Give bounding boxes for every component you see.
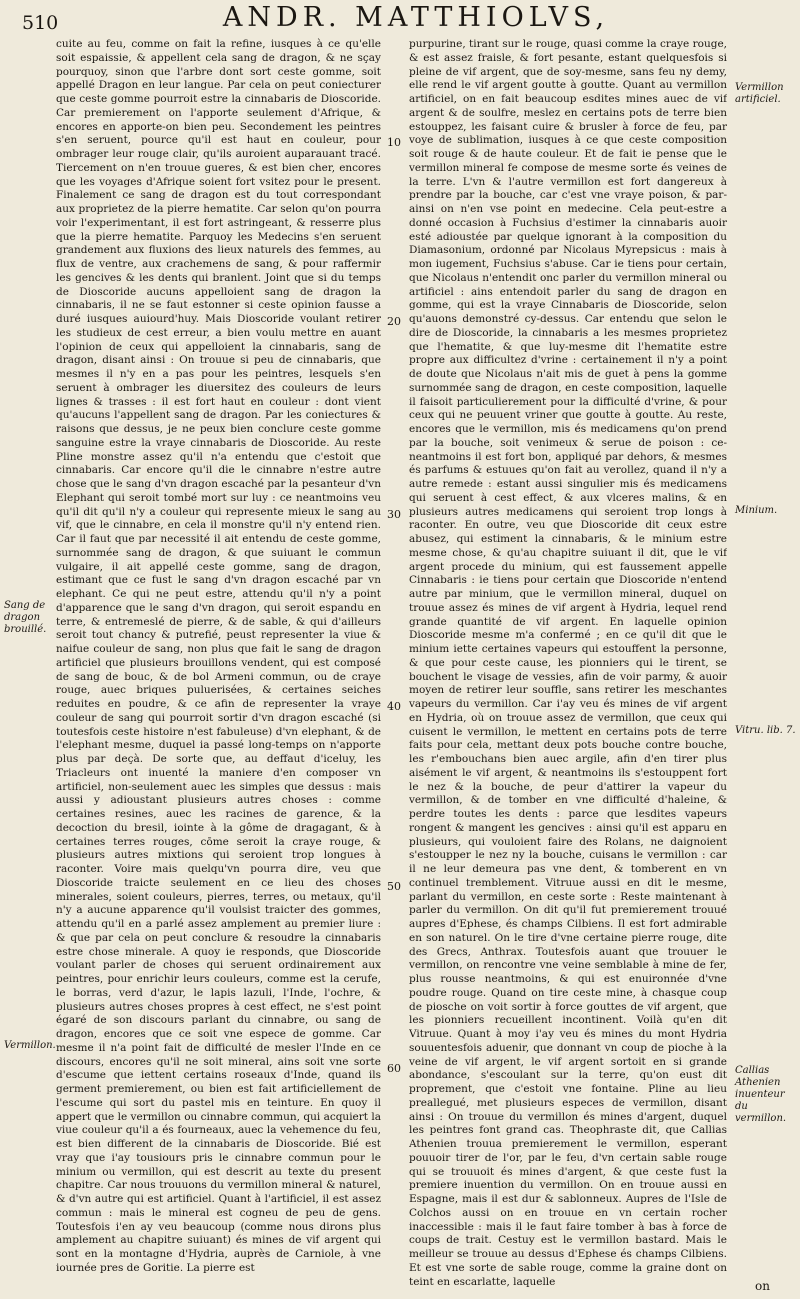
- line-number: 60: [387, 1062, 401, 1075]
- running-title: ANDR. MATTHIOLVS,: [222, 2, 610, 33]
- margin-note-minium: Minium.: [735, 505, 778, 516]
- line-number: 50: [387, 880, 401, 893]
- margin-note-vermillon-artificiel: Vermillon artificiel.: [735, 82, 784, 105]
- margin-note-callias: Callias Athenien inuenteur du vermillon.: [735, 1065, 787, 1124]
- page-header: [22, 2, 778, 36]
- left-text-column: [56, 38, 381, 1293]
- margin-note-vermillon: Vermillon.: [4, 1040, 56, 1051]
- right-text-column: [409, 38, 727, 1293]
- margin-note-vitruvius: Vitru. lib. 7.: [735, 725, 796, 736]
- line-number: 40: [387, 700, 401, 713]
- line-number: 30: [387, 508, 401, 521]
- line-number: 20: [387, 315, 401, 328]
- catchword: on: [755, 1279, 770, 1293]
- margin-note-sang-de-dragon: Sang de dragon brouillé.: [4, 600, 47, 635]
- line-number: 10: [387, 136, 401, 149]
- page-number: 510: [22, 12, 59, 34]
- right-column-text: purpurine, tirant sur le rouge, quasi comme la craye rouge, & est assez fraisle, & fort pesante, estant quelquesfois si pleine de vif argent, que de soy-mesme, sans feu ny demy, elle rend le vif argent goutte à goutte. Quant au vermillon artificiel, on en fait beaucoup esdites mines auec de vif argent & de soulfre, meslez en certains pots de terre bien estouppez, les faisant cuire & brusler à force de feu, par voye de sublimation, iusques à ce que ceste composition soit rouge & de haute couleur. Et de fait ie pense que le vermillon mineral fe compose de mesme sorte és veines de la terre. L'vn & l'autre vermillon est fort dangereux à prendre par la bouche, car c'est vne vraye poison, & par-ainsi on n'en vse point en medecine. Cela peut-estre a donné occasion à Fuchsius d'estimer la cinnabaris auoir esté adioustée par quelque ignorant à la composition du Diamasonium, ordonné par Nicolaus Myrepsicus : mais à mon iugement, Fuchsius s'abuse. Car ie tiens pour certain, que Nicolaus n'entendit onc parler du vermillon mineral ou artificiel : ains entendoit parler du sang de dragon en gomme, qui est la vraye Cinnabaris de Dioscoride, selon qu'auons demonstré cy-dessus. Car entendu que selon le dire de Dioscoride, la cinnabaris a les mesmes proprietez que l'hematite, & que luy-mesme dit l'hematite estre propre aux difficultez d'vrine : certainement il n'y a point de doute que Nicolaus n'ait mis de guet à pens la gomme surnommée sang de dragon, en ceste composition, laquelle il faisoit particulierement pour la difficulté d'vrine, & pour ceux qui ne peuuent vriner que goutte à goutte. Au reste, encores que le vermillon, mis és medicamens qu'on prend par la bouche, soit venimeux & serue de poison : ce-neantmoins il est fort bon, appliqué par dehors, & mesmes és parfums & estuues qu'on fait au verollez, quand il n'y a autre remede : estant aussi singulier mis és medicamens qui seruent à cest effect, & aux vlceres malins, & en plusieurs autres medicamens qui seroient trop longs à raconter. En outre, veu que Dioscoride dit ceux estre abusez, qui estiment la cinnabaris, & le minium estre mesme chose, & qu'au chapitre suiuant il dit, que le vif argent procede du minium, qui est faussement appelle Cinnabaris : ie tiens pour certain que Dioscoride n'entend autre par minium, que le vermillon mineral, duquel on trouue assez és mines de vif argent à Hydria, lequel rend grande quantité de vif argent. En laquelle opinion Dioscoride mesme m'a confermé ; en ce qu'il dit que le minium iette certaines vapeurs qui estouffent la personne, & que pour ceste cause, les pionniers qui le tirent, se bouchent le visage de vessies, afin de voir parmy, & auoir moyen de retirer leur souffle, sans retirer les meschantes vapeurs du vermillon. Car i'ay veu és mines de vif argent en Hydria, où on trouue assez de vermillon, que ceux qui cuisent le vermillon, le mettent en certains pots de terre faits pour cela, mettant deux pots bouche contre bouche, les r'embouchans bien auec argile, afin d'en tirer plus aisément le vif argent, & neantmoins ils s'estouppent fort le nez & la bouche, de peur d'attirer la vapeur du vermillon, & de tomber en vne difficulté d'haleine, & perdre toutes les dents : parce que lesdites vapeurs rongent & mangent les gencives : ainsi qu'il est apparu en plusieurs, qui vouloient faire des Rolans, ne daignoient s'estoupper le nez ny la bouche, cuisans le vermillon : car il ne leur demeura pas vne dent, & tomberent en vn continuel tremblement. Vitruue aussi en dit le mesme, parlant du vermillon, en ceste sorte : Reste maintenant à parler du vermillon. On dit qu'il fut premierement trouué aupres d'Ephese, és champs Cilbiens. Il est fort admirable en son naturel. On le tire d'vne certaine pierre rouge, dite des Grecs, Anthrax. Toutesfois auant que trouuer le vermillon, on rencontre vne veine semblable à mine de fer, plus rousse neantmoins, & qui est enuironnée d'vne poudre rouge. Quand on tire ceste mine, à chasque coup de piosche on voit sortir à force gouttes de vif argent, que les pionniers recueillent incontinent. Voilà qu'en dit Vitruue. Quant à moy i'ay veu és mines du mont Hydria souuentesfois aduenir, que donnant vn coup de pioche à la veine de vif argent, le vif argent sortoit en si grande abondance, s'escoulant sur la terre, qu'on eust dit proprement, que c'estoit vne fontaine. Pline au lieu preallegué, met plusieurs especes de vermillon, disant ainsi : On trouue du vermillon és mines d'argent, duquel les peintres font grand cas. Theophraste dit, que Callias Athenien trouua premierement le vermillon, esperant pouuoir tirer de l'or, par le feu, d'vn certain sable rouge qui se trouuoit és mines d'argent, & que ceste fust la premiere inuention du vermillon. On en trouue aussi en Espagne, mais il est dur & sablonneux. Aupres de l'Isle de Colchos aussi on en trouue en vn certain rocher inaccessible : mais il le faut faire tomber à bas à force de coups de trait. Cestuy est le vermillon bastard. Mais le meilleur se trouue au dessus d'Ephese és champs Cilbiens. Et est vne sorte de sable rouge, comme la graine dont on teint en escarlatte, laquelle: [409, 38, 727, 1288]
- left-column-text: cuite au feu, comme on fait la refine, iusques à ce qu'elle soit espaissie, & appellent cela sang de dragon, & ne sçay pourquoy, sinon que l'arbre dont sort ceste gomme, soit appellé Dragon en leur langue. Par cela on peut coniecturer que ceste gomme pourroit estre la cinnabaris de Dioscoride. Car premierement on l'apporte seulement d'Afrique, & encores en apporte-on bien peu. Secondement les peintres s'en seruent, pource qu'il est haut en couleur, pour ombrager leur rouge clair, qu'ils auroient auparauant tracé. Tiercement on n'en trouue gueres, & est bien cher, encores que les voyages d'Afrique soient fort vsitez pour le present. Finalement ce sang de dragon est du tout correspondant aux proprietez de la pierre hematite. Car selon qu'on pourra voir l'experimentant, il est fort astringeant, & resserre plus que la pierre hematite. Parquoy les Medecins s'en seruent grandement aux fluxions des lieux naturels des femmes, au flux de ventre, aux crachemens de sang, & pour raffermir les gencives & les dents qui branlent. Joint que si du temps de Dioscoride aucuns appelloient sang de dragon la cinnabaris, il ne se faut estonner si ceste opinion fausse a duré iusques auiourd'huy. Mais Dioscoride voulant retirer les studieux de cest erreur, a bien voulu mettre en auant l'opinion de ceux qui appelloient la cinnabaris, sang de dragon, disant ainsi : On trouue si peu de cinnabaris, que mesmes il n'y en a pas pour les peintres, lesquels s'en seruent à ombrager les diuersitez des couleurs de leurs lignes & trasses : il est fort haut en couleur : dont vient qu'aucuns l'appellent sang de dragon. Par les coniectures & raisons que dessus, je ne peux bien conclure ceste gomme sanguine estre la vraye cinnabaris de Dioscoride. Au reste Pline monstre assez qu'il n'a entendu que c'estoit que cinnabaris. Car encore qu'il die le cinnabre n'estre autre chose que le sang d'vn dragon escaché par la pesanteur d'vn Elephant qui seroit tombé mort sur luy : ce neantmoins veu qu'il dit qu'il n'y a couleur qui represente mieux le sang au vif, que le cinnabre, en cela il monstre qu'il n'y entend rien. Car il faut que par necessité il ait entendu de ceste gomme, surnommée sang de dragon, & que suiuant le commun vulgaire, il ait appellé ceste gomme, sang de dragon, estimant que ce fust le sang d'vn dragon escaché par vn elephant. Ce qui ne peut estre, attendu qu'il n'y a point d'apparence que le sang d'vn dragon, qui seroit espandu en terre, & entremeslé de pierre, & de sable, & qui d'ailleurs seroit tout chancy & putrefié, peust representer la viue & naifue couleur de sang, non plus que fait le sang de dragon artificiel que plusieurs brouillons vendent, qui est composé de sang de bouc, & de bol Armeni commun, ou de craye rouge, auec briques puluerisées, & certaines seiches reduites en poudre, & ce afin de representer la vraye couleur de sang qui pourroit sortir d'vn dragon escaché (si toutesfois ceste histoire n'est fabuleuse) d'vn elephant, & de l'elephant mesme, duquel ia passé long-temps on n'apporte plus par deçà. De sorte que, au deffaut d'iceluy, les Triacleurs ont inuenté la maniere d'en composer vn artificiel, non-seulement auec les simples que dessus : mais aussi y adioustant plusieurs autres choses : comme certaines resines, auec les racines de garence, & la decoction du bresil, iointe à la gôme de dragagant, & à certaines terres rouges, cōme seroit la craye rouge, & plusieurs autres mixtions qui seroient trop longues à raconter. Voire mais quelqu'vn pourra dire, veu que Dioscoride traicte seulement en ce lieu des choses minerales, soient couleurs, pierres, terres, ou metaux, qu'il n'y a aucune apparence qu'il voulsist traicter des gommes, attendu qu'il en a parlé assez amplement au premier liure : & que par cela on peut conclure & resoudre la cinnabaris estre chose minerale. A quoy ie responds, que Dioscoride voulant parler de choses qui seruent ordinairement aux peintres, pour enrichir leurs couleurs, comme est la cerufe, le borras, verd d'azur, le lapis lazuli, l'Inde, l'ochre, & plusieurs autres choses propres à cest effect, ne s'est point égaré de son discours parlant du cinnabre, ou sang de dragon, encores que ce soit vne espece de gomme. Car mesme il n'a point fait de difficulté de mesler l'Inde en ce discours, encores qu'il ne soit mineral, ains soit vne sorte d'escume que iettent certains roseaux d'Inde, quand ils germent premierement, ou bien est fait artificiellement de l'escume qui sort du pastel mis en teinture. En quoy il appert que le vermillon ou cinnabre commun, qui acquiert la viue couleur qu'il a és fourneaux, auec la vehemence du feu, est bien different de la cinnabaris de Dioscoride. Bié est vray que i'ay tousiours pris le cinnabre commun pour le minium ou vermillon, qui est descrit au texte du present chapitre. Car nous trouuons du vermillon mineral & naturel, & d'vn autre qui est artificiel. Quant à l'artificiel, il est assez commun : mais le mineral est cogneu de peu de gens. Toutesfois i'en ay veu beaucoup (comme nous dirons plus amplement au chapitre suiuant) és mines de vif argent qui sont en la montagne d'Hydria, auprès de Carniole, à vne iournée pres de Goritie. La pierre est: [56, 38, 381, 1274]
